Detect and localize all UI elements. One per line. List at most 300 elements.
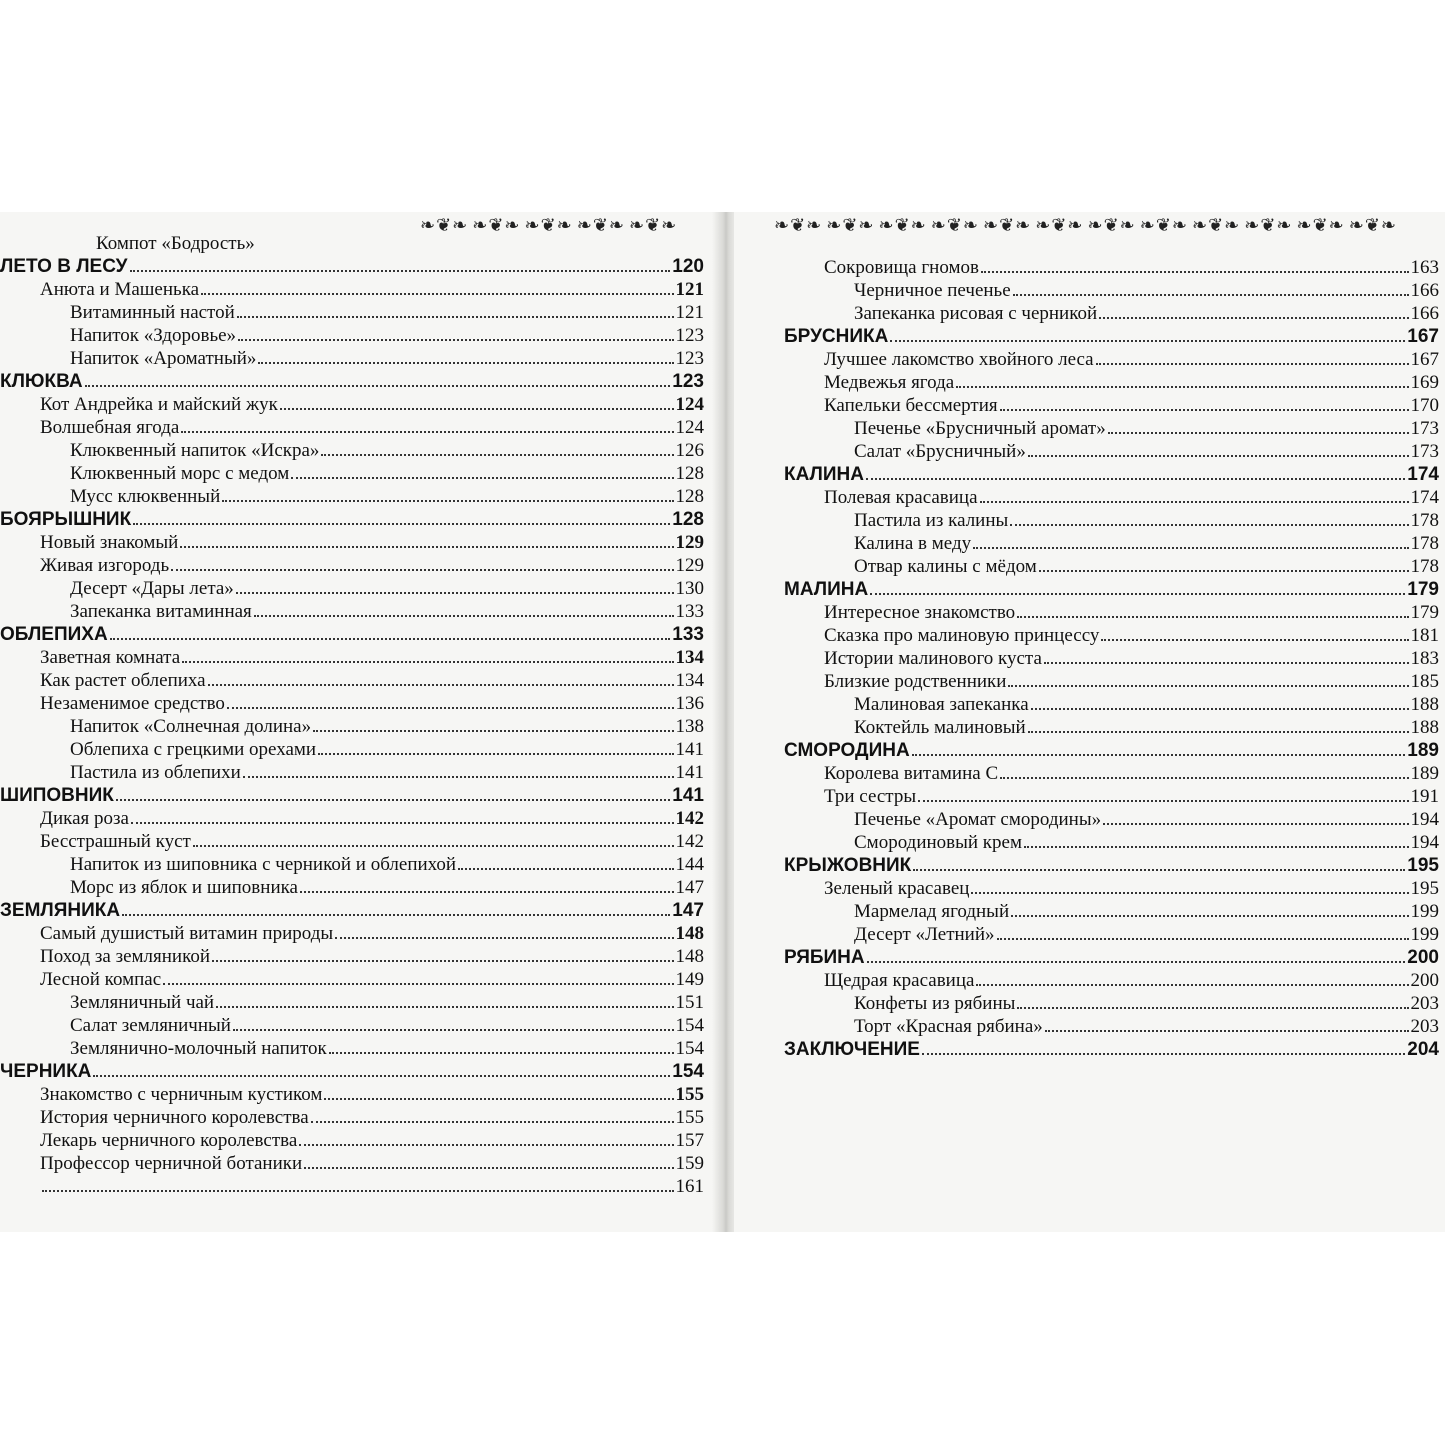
toc-entry-title: Лесной компас [40,969,162,990]
toc-entry-title: Зеленый красавец [824,878,970,899]
dot-leader [890,340,1405,342]
toc-page-number: 129 [675,555,704,576]
toc-entry-title: Лекарь черничного королевства [40,1130,298,1151]
toc-page-number: 188 [1410,694,1439,715]
dot-leader [318,753,673,755]
dot-leader [976,984,1408,986]
toc-page-number: 130 [675,578,704,599]
ornament-icon: ❧❦❧ [1244,214,1293,236]
toc-entry-title: БОЯРЫШНИК [0,509,132,530]
toc-entry [784,923,1439,946]
dot-leader [236,592,674,594]
toc-section-heading [0,370,704,393]
toc-entry [784,417,1439,440]
toc-entry-title: КАЛИНА [784,464,864,485]
toc-entry [0,646,704,669]
toc-entry-title: Салат земляничный [70,1015,231,1036]
toc-entry-title: История черничного королевства [40,1107,309,1128]
toc-entry-title: Напиток «Здоровье» [70,325,237,346]
toc-entry [784,302,1439,325]
dot-leader [171,569,673,571]
dot-leader [1044,662,1409,664]
toc-entry [0,301,704,324]
toc-page-number: 194 [1410,832,1439,853]
toc-entry-title: Конфеты из рябины [854,993,1016,1014]
dot-leader [1103,823,1408,825]
toc-section-heading [0,255,704,278]
toc-entry [0,232,704,255]
toc-entry [0,462,704,485]
dot-leader [85,385,671,387]
toc-page-number: 124 [675,394,704,415]
toc-page-number: 188 [1410,717,1439,738]
toc-page-number: 134 [675,647,704,668]
ornament-icon: ❧❦❧ [878,214,927,236]
dot-leader [1000,777,1408,779]
dot-leader [182,661,673,663]
toc-page-number: 120 [672,256,704,277]
dot-leader [201,293,673,295]
ornament-icon: ❧❦❧ [420,214,469,236]
toc-entry-title: Смородиновый крем [854,832,1022,853]
dot-leader [212,960,673,962]
toc-entry-title: Пастила из калины [854,510,1009,531]
dot-leader [133,523,670,525]
toc-entry-title: Полевая красавица [824,487,978,508]
toc-page-number: 167 [1410,349,1439,370]
toc-section-heading [0,508,704,531]
dot-leader [912,754,1406,756]
toc-entry-title: Черничное печенье [854,280,1011,301]
toc-entry-title: Медвежья ягода [824,372,955,393]
toc-entry-title: Как растет облепиха [40,670,206,691]
toc-entry-title: Напиток из шиповника с черникой и облепихой [70,854,457,875]
toc-page-number: 200 [1407,947,1439,968]
dot-leader [922,1053,1405,1055]
toc-page-number: 123 [675,325,704,346]
toc-page-number: 183 [1410,648,1439,669]
toc-section-heading [784,854,1439,877]
toc-entry-title: КРЫЖОВНИК [784,855,912,876]
left-page [0,212,718,1232]
dot-leader [918,800,1408,802]
toc-entry-title: Королева витамина С [824,763,999,784]
toc-entry [784,1015,1439,1038]
toc-entry [0,830,704,853]
toc-page-number: 173 [1410,418,1439,439]
toc-entry-title: Десерт «Летний» [854,924,995,945]
toc-entry-title: ЗЕМЛЯНИКА [0,900,121,921]
dot-leader [913,869,1405,871]
toc-entry-title: Землянично-молочный напиток [70,1038,327,1059]
toc-page-number: 147 [672,900,704,921]
toc-entry-title: МАЛИНА [784,579,869,600]
toc-entry-title: Земляничный чай [70,992,215,1013]
dot-leader [1108,432,1409,434]
toc-entry [784,440,1439,463]
toc-entry [0,531,704,554]
toc-entry [784,785,1439,808]
toc-page-number: 178 [1410,510,1439,531]
toc-entry-title: Десерт «Дары лета» [70,578,234,599]
toc-entry-title: Профессор черничной ботаники [40,1153,303,1174]
toc-page-number: 121 [675,302,704,323]
dot-leader [163,983,673,985]
toc-entry-title: Клюквенный напиток «Искра» [70,440,320,461]
toc-entry-title: Пастила из облепихи [70,762,241,783]
toc-entry-title: Печенье «Аромат смородины» [854,809,1102,830]
toc-page-number: 154 [672,1061,704,1082]
toc-section-heading [0,1060,704,1083]
toc-entry-title: Истории малинового куста [824,648,1042,669]
dot-leader [973,547,1408,549]
toc-entry [784,509,1439,532]
toc-page-number: 203 [1410,993,1439,1014]
toc-entry-title: Мармелад ягодный [854,901,1010,922]
dot-leader [997,938,1409,940]
toc-entry-title: Кот Андрейка и майский жук [40,394,278,415]
dot-leader [1013,294,1409,296]
toc-page-number: 144 [675,854,704,875]
dot-leader [324,1098,673,1100]
dot-leader [291,477,673,479]
toc-page-number: 179 [1407,579,1439,600]
toc-page-number: 138 [675,716,704,737]
ornament-icon: ❧❦❧ [1087,214,1136,236]
toc-entry [0,1106,704,1129]
toc-entry [0,922,704,945]
toc-page-number: 169 [1410,372,1439,393]
dot-leader [1017,616,1408,618]
toc-entry-title: Живая изгородь [40,555,170,576]
toc-entry [0,324,704,347]
toc-entry [784,693,1439,716]
toc-section-heading [784,325,1439,348]
ornament-icon: ❧❦❧ [629,214,678,236]
toc-page-number: 123 [672,371,704,392]
dot-leader [180,546,673,548]
toc-section-heading [0,899,704,922]
toc-page-number: 149 [675,969,704,990]
toc-entry-title: БРУСНИКА [784,326,889,347]
toc-page-number: 157 [675,1130,704,1151]
toc-page-number: 179 [1410,602,1439,623]
dot-leader [42,1190,674,1192]
dot-leader [243,776,674,778]
toc-entry [784,670,1439,693]
toc-entry [0,439,704,462]
dot-leader [299,1144,673,1146]
toc-entry-title: Витаминный настой [70,302,235,323]
toc-page-number: 159 [675,1153,704,1174]
toc-entry-title: Печенье «Брусничный аромат» [854,418,1106,439]
dot-leader [1000,409,1409,411]
toc-entry [784,371,1439,394]
toc-page-number: 178 [1410,556,1439,577]
dot-leader [131,822,674,824]
toc-entry-title: Волшебная ягода [40,417,180,438]
toc-page-number: 134 [675,670,704,691]
toc-entry [0,1014,704,1037]
toc-page-number: 174 [1410,487,1439,508]
dot-leader [329,1052,674,1054]
dot-leader [181,431,673,433]
toc-left [0,232,704,1198]
toc-entry-title: Отвар калины с мёдом [854,556,1037,577]
dot-leader [866,478,1405,480]
dot-leader [1017,1007,1408,1009]
toc-entry-title: Запеканка рисовая с черникой [854,303,1098,324]
dot-leader [1024,846,1409,848]
toc-page-number: 194 [1410,809,1439,830]
ornament-icon: ❧❦❧ [1139,214,1188,236]
toc-page-number: 166 [1410,303,1439,324]
dot-leader [981,271,1409,273]
dot-leader [321,454,673,456]
toc-entry-title: Клюквенный морс с медом [70,463,290,484]
dot-leader [1008,685,1408,687]
toc-entry [784,992,1439,1015]
toc-entry [0,968,704,991]
toc-entry-title: Близкие родственники [824,671,1007,692]
dot-leader [258,362,673,364]
toc-entry [784,762,1439,785]
toc-page-number: 170 [1410,395,1439,416]
toc-entry [0,945,704,968]
toc-page-number: 154 [675,1015,704,1036]
toc-entry [784,969,1439,992]
toc-page-number: 163 [1410,257,1439,278]
dot-leader [280,408,674,410]
toc-entry [0,577,704,600]
toc-entry-title: Запеканка витаминная [70,601,252,622]
dot-leader [1028,731,1409,733]
toc-section-heading [784,739,1439,762]
dot-leader [208,684,674,686]
dot-leader [304,1167,673,1169]
dot-leader [980,501,1409,503]
toc-entry [0,1175,704,1198]
dot-leader [1045,1030,1409,1032]
ornament-icon: ❧❦❧ [524,214,573,236]
toc-entry-title: Новый знакомый [40,532,179,553]
dot-leader [1096,363,1409,365]
right-page [734,212,1445,1232]
toc-page-number: 154 [675,1038,704,1059]
dot-leader [122,914,670,916]
toc-page-number: 191 [1410,786,1439,807]
toc-entry-title: РЯБИНА [784,947,865,968]
toc-entry-title: Поход за земляникой [40,946,211,967]
toc-entry [784,555,1439,578]
toc-entry [784,348,1439,371]
toc-page-number: 189 [1407,740,1439,761]
toc-entry [0,761,704,784]
toc-entry-title: ЧЕРНИКА [0,1061,92,1082]
toc-entry [0,1083,704,1106]
toc-section-heading [0,784,704,807]
toc-entry-title: Сокровища гномов [824,257,979,278]
toc-page-number: 174 [1407,464,1439,485]
toc-entry [0,600,704,623]
toc-page-number: 185 [1410,671,1439,692]
dot-leader [110,638,671,640]
toc-section-heading [784,946,1439,969]
dot-leader [222,500,673,502]
toc-entry-title: Три сестры [824,786,917,807]
toc-page-number: 199 [1410,901,1439,922]
toc-entry [784,647,1439,670]
toc-entry-title: ОБЛЕПИХА [0,624,108,645]
dot-leader [1099,317,1408,319]
dot-leader [335,937,673,939]
toc-entry [784,624,1439,647]
toc-entry-title: Торт «Красная рябина» [854,1016,1043,1037]
toc-entry [0,692,704,715]
toc-section-heading [784,463,1439,486]
ornament-icon: ❧❦❧ [983,214,1032,236]
toc-entry-title: ЗАКЛЮЧЕНИЕ [784,1039,920,1060]
toc-page-number: 167 [1407,326,1439,347]
ornament-icon: ❧❦❧ [1348,214,1397,236]
toc-entry-title: Салат «Брусничный» [854,441,1026,462]
toc-page-number: 148 [675,923,704,944]
toc-entry-title: Сказка про малиновую принцессу [824,625,1100,646]
toc-entry-title: ШИПОВНИК [0,785,114,806]
toc-entry [0,853,704,876]
toc-entry-title: Знакомство с черничным кустиком [40,1084,323,1105]
dot-leader [254,615,674,617]
toc-page-number: 142 [675,808,704,829]
toc-entry-title: Щедрая красавица [824,970,975,991]
toc-entry [0,278,704,301]
dot-leader [238,339,673,341]
toc-page-number: 123 [675,348,704,369]
dot-leader [313,730,673,732]
toc-entry-title: Незаменимое средство [40,693,225,714]
toc-entry-title: Облепиха с грецкими орехами [70,739,317,760]
dot-leader [956,386,1408,388]
toc-entry [0,347,704,370]
toc-page-number: 199 [1410,924,1439,945]
ornament-icon: ❧❦❧ [826,214,875,236]
toc-page-number: 142 [675,831,704,852]
toc-entry-title: Напиток «Солнечная долина» [70,716,312,737]
toc-entry [0,1129,704,1152]
dot-leader [867,961,1406,963]
ornament-icon: ❧❦❧ [472,214,521,236]
toc-section-heading [784,1038,1439,1061]
toc-entry-title: Морс из яблок и шиповника [70,877,298,898]
toc-page-number: 124 [675,417,704,438]
dot-leader [1010,524,1408,526]
ornament-border-right [774,214,1444,236]
toc-page-number: 151 [675,992,704,1013]
toc-page-number: 128 [675,486,704,507]
toc-page-number: 195 [1410,878,1439,899]
dot-leader [458,868,673,870]
toc-entry-title: Самый душистый витамин природы [40,923,334,944]
toc-entry-title: Интересное знакомство [824,602,1016,623]
toc-entry [0,393,704,416]
toc-entry [0,738,704,761]
toc-entry-title: Калина в меду [854,533,972,554]
toc-page-number: 141 [675,762,704,783]
toc-page-number: 133 [675,601,704,622]
ornament-icon: ❧❦❧ [774,214,823,236]
toc-page-number: 173 [1410,441,1439,462]
toc-entry [0,876,704,899]
toc-entry [784,831,1439,854]
toc-page-number: 195 [1407,855,1439,876]
ornament-icon: ❧❦❧ [1296,214,1345,236]
toc-entry [784,256,1439,279]
toc-entry [0,485,704,508]
toc-page-number: 203 [1410,1016,1439,1037]
toc-entry [784,716,1439,739]
toc-page-number: 128 [672,509,704,530]
toc-page-number: 155 [675,1107,704,1128]
toc-page-number: 178 [1410,533,1439,554]
toc-entry [784,394,1439,417]
dot-leader [93,1075,670,1077]
dot-leader [130,270,671,272]
dot-leader [870,593,1405,595]
toc-page-number: 189 [1410,763,1439,784]
toc-entry-title: Капельки бессмертия [824,395,998,416]
toc-entry [0,991,704,1014]
dot-leader [311,1121,674,1123]
toc-entry [784,808,1439,831]
toc-section-heading [784,578,1439,601]
toc-entry [784,877,1439,900]
toc-page-number: 147 [675,877,704,898]
toc-page-number: 129 [675,532,704,553]
toc-page-number: 200 [1410,970,1439,991]
toc-entry [784,486,1439,509]
toc-entry [784,279,1439,302]
toc-entry [0,1152,704,1175]
toc-entry-title: КЛЮКВА [0,371,83,392]
toc-entry-title: Напиток «Ароматный» [70,348,257,369]
toc-entry [784,532,1439,555]
toc-page-number: 161 [675,1176,704,1197]
toc-entry [0,715,704,738]
dot-leader [116,799,670,801]
ornament-icon: ❧❦❧ [576,214,625,236]
toc-entry [0,1037,704,1060]
toc-entry [784,601,1439,624]
toc-entry-title: Дикая роза [40,808,129,829]
dot-leader [1011,915,1408,917]
toc-page-number: 181 [1410,625,1439,646]
toc-page-number: 204 [1407,1039,1439,1060]
dot-leader [300,891,674,893]
toc-entry-title: СМОРОДИНА [784,740,910,761]
toc-entry [0,669,704,692]
toc-page-number: 166 [1410,280,1439,301]
toc-right [784,256,1439,1061]
toc-page-number: 141 [672,785,704,806]
toc-entry [784,900,1439,923]
ornament-icon: ❧❦❧ [930,214,979,236]
dot-leader [237,316,674,318]
toc-page-number: 126 [675,440,704,461]
toc-page-number: 148 [675,946,704,967]
toc-page-number: 141 [675,739,704,760]
dot-leader [233,1029,674,1031]
toc-page-number: 121 [675,279,704,300]
